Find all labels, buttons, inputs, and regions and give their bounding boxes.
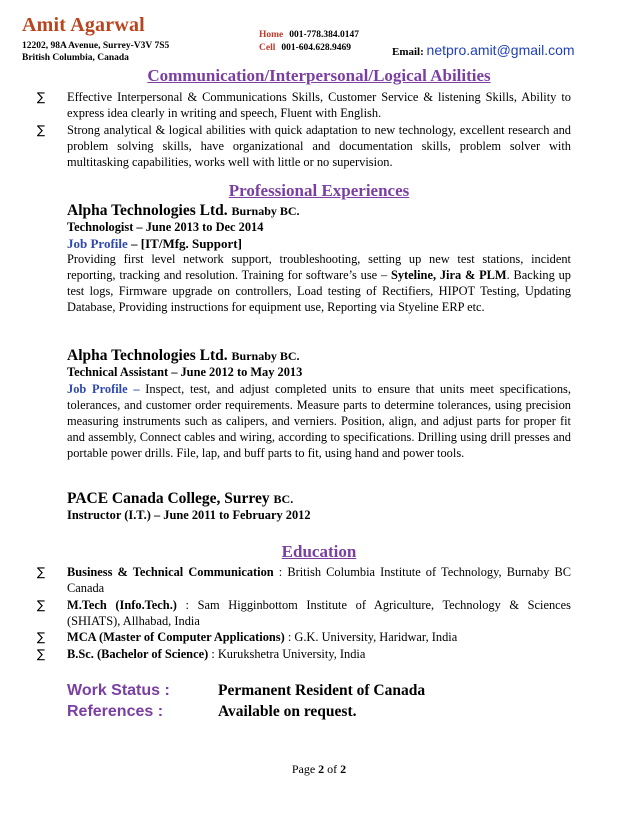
email-link[interactable]: netpro.amit@gmail.com [426, 42, 575, 58]
job-role: Technical Assistant – June 2012 to May 2013 [67, 365, 303, 379]
bullet-icon: ∑ [37, 647, 46, 661]
education-item [37, 629, 571, 645]
bullet-icon: ∑ [37, 90, 46, 104]
work-status-value: Permanent Resident of Canada [218, 682, 426, 699]
bullet-text: Effective Interpersonal & Communications Skills, Customer Service & listening Skills, Ability to express idea clearly in writing and speech, Fluent with English. [67, 90, 571, 120]
email-block [392, 42, 575, 58]
education-item [37, 597, 572, 629]
bullet-icon: ∑ [37, 565, 46, 579]
email-label: Email: [392, 46, 424, 58]
bullet-icon: ∑ [37, 630, 46, 644]
education-degree: B.Sc. (Bachelor of Science) [67, 647, 209, 661]
education-degree: M.Tech (Info.Tech.) [67, 598, 177, 612]
job-description-tools: Syteline, Jira & PLM [390, 268, 507, 282]
education-detail: : Kurukshetra University, India [208, 647, 366, 661]
cell-phone: 001-604.628.9469 [281, 43, 352, 53]
address-line-2: British Columbia, Canada [22, 53, 129, 63]
address-block [22, 40, 169, 64]
job-company: Alpha Technologies Ltd. Burnaby BC. [67, 347, 300, 364]
bullet-text: Strong analytical & logical abilities with quick adaptation to new technology, excellent research and problem solving skills, have organizational and documentation skills, problem solver with multitasking capabilities, works well with little or no supervision. [67, 123, 571, 169]
job-profile-label: Job Profile [67, 236, 128, 251]
candidate-name: Amit Agarwal [22, 14, 145, 36]
experience-title: Professional Experiences [228, 181, 410, 200]
home-label: Home [259, 30, 284, 40]
phone-block [259, 29, 359, 55]
work-status-label: Work Status : [67, 682, 170, 699]
references-label: References : [67, 703, 164, 720]
references-value: Available on request. [218, 703, 357, 720]
education-detail: : British Columbia Institute of Technology, Burnaby BC Canada [67, 565, 571, 595]
page-number: Page 2 of 2 [291, 762, 347, 776]
job-role: Instructor (I.T.) – June 2011 to February 2012 [67, 508, 311, 522]
job-company: PACE Canada College, Surrey BC. [67, 490, 294, 507]
job-location: Burnaby BC. [231, 349, 300, 363]
education-degree: Business & Technical Communication [67, 565, 274, 579]
job-description: Job Profile – Inspect, test, and adjust completed units to ensure that units meet specifications, tolerances, and customer order requirements. Measure parts to determine tolerances, using precision measuring instruments such as calipers, and verniers. Position, align, and adjust parts for proper fit and assembly, Connect cables and wiring, according to specifications. Drilling using drill presses and portable power drills. File, lap, and buff parts to fit, using hand and power tools. [67, 382, 571, 460]
cell-label: Cell [259, 43, 276, 53]
bullet-icon: ∑ [37, 598, 46, 612]
communication-bullet [37, 122, 571, 170]
communication-bullet [37, 89, 571, 121]
job-location: Burnaby BC. [231, 204, 300, 218]
education-item [37, 646, 571, 662]
home-phone: 001-778.384.0147 [289, 30, 359, 40]
job-description: Providing first level network support, troubleshooting, setting up new test stations, incident reporting, tracking and resolution. Training for software’s use – Syteline, Jira & PLM. Backing up test logs, Firmware upgrade on controllers, Load testing of Rectifiers, HIPOT Testing, Updating Database, Providing instructions for equipment use, Reporting via Styeline ERP etc. [67, 252, 572, 314]
job-location: BC. [273, 492, 294, 506]
job-profile-value: [IT/Mfg. Support] [140, 236, 242, 251]
job-profile: Job Profile – [IT/Mfg. Support] [67, 236, 242, 251]
education-detail: : Sam Higginbottom Institute of Agriculture, Technology & Sciences (SHIATS), Allhabad, India [67, 598, 572, 628]
education-title: Education [281, 542, 357, 561]
education-detail: : G.K. University, Haridwar, India [284, 630, 458, 644]
job-company: Alpha Technologies Ltd. Burnaby BC. [67, 202, 300, 219]
job-profile-label: Job Profile – [67, 382, 140, 396]
address-line-1: 12202, 98A Avenue, Surrey-V3V 7S5 [22, 41, 170, 51]
bullet-icon: ∑ [37, 123, 46, 137]
communication-title: Communication/Interpersonal/Logical Abilities [147, 66, 491, 85]
job-role: Technologist – June 2013 to Dec 2014 [67, 220, 264, 234]
education-degree: MCA (Master of Computer Applications) [67, 630, 285, 644]
education-item [37, 564, 571, 596]
